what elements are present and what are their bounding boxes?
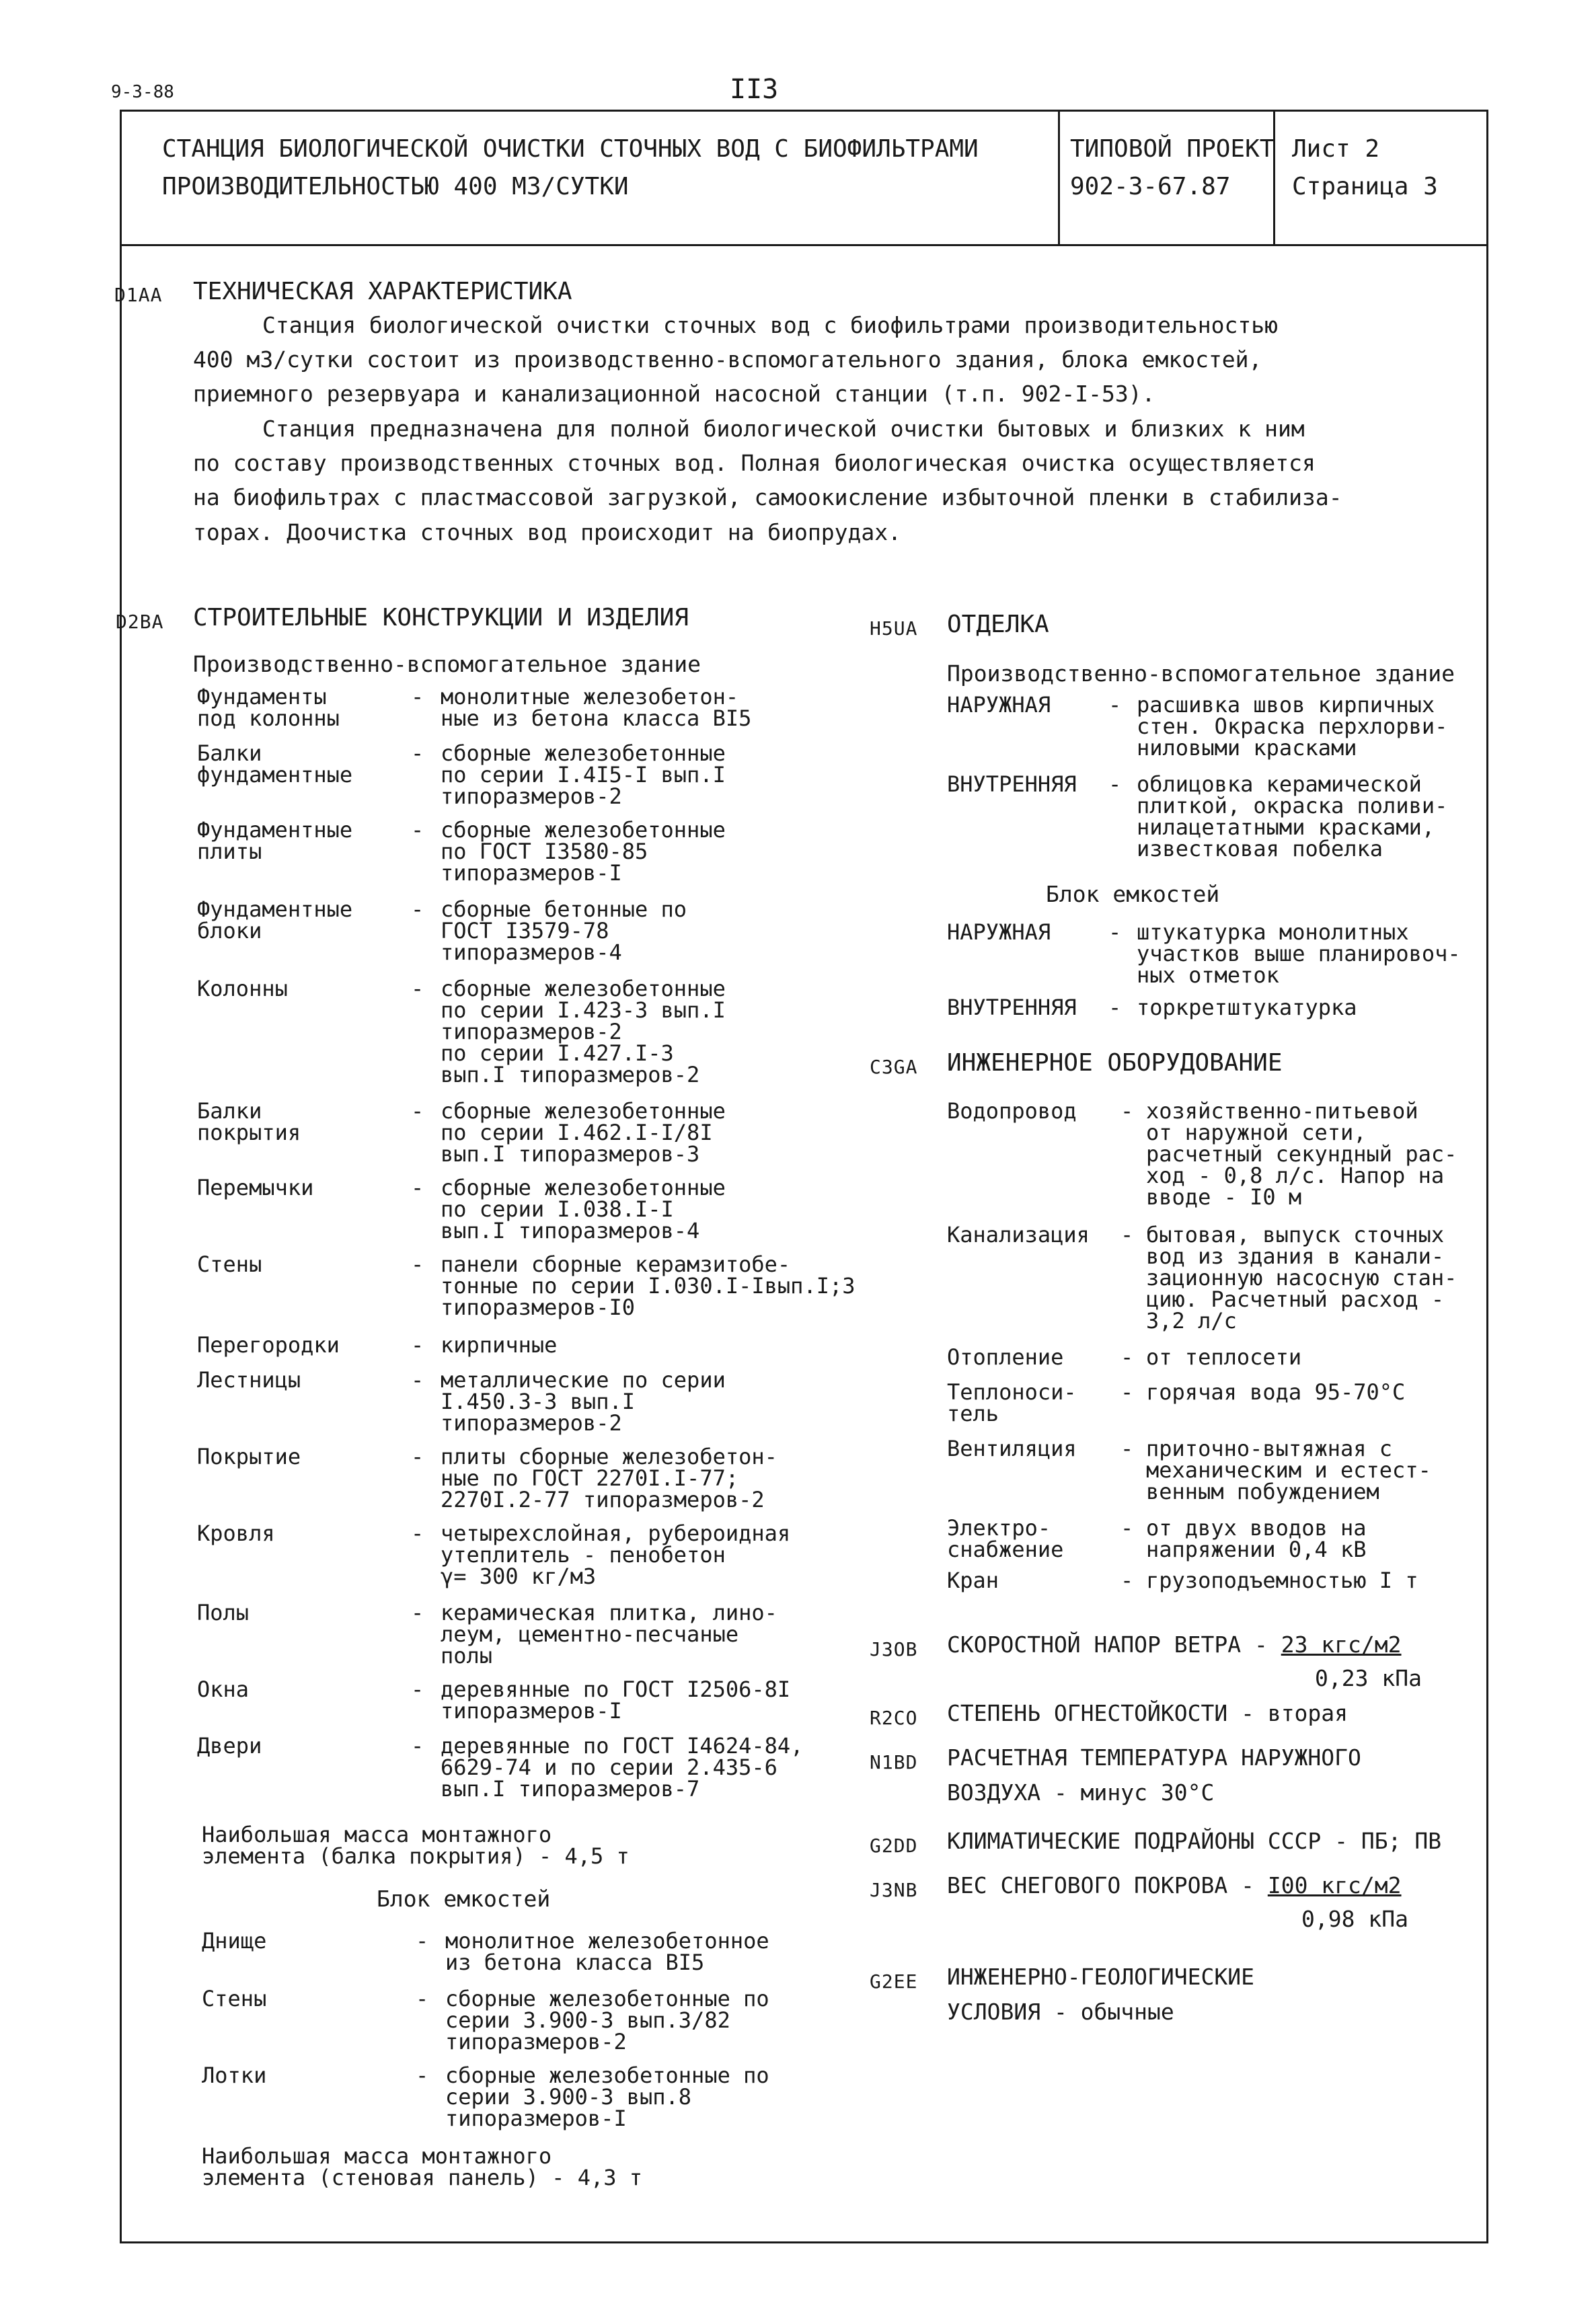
title-block-divider xyxy=(1058,112,1060,244)
equip-item-label: Водопровод xyxy=(947,1098,1077,1124)
section-code-tech: D1AA xyxy=(114,284,163,306)
build-item-value: металлические по серии I.450.3-3 вып.I типоразмеров-2 xyxy=(441,1367,726,1436)
finish-item-label: ВНУТРЕННЯЯ xyxy=(947,771,1077,797)
section-code-geo: G2EE xyxy=(870,1970,918,1993)
equip-item-label: Канализация xyxy=(947,1222,1090,1247)
finish-block-item-dash: - xyxy=(1108,919,1122,945)
max-mass-2: Наибольшая масса монтажного элемента (стеновая панель) - 4,3 т xyxy=(202,2143,643,2190)
equip-item-dash: - xyxy=(1120,1436,1134,1461)
build-item-label: Колонны xyxy=(197,976,288,1001)
finish-item-value: расшивка швов кирпичных стен. Окраска перхлорви- ниловыми красками xyxy=(1137,692,1448,761)
build-item-label: Фундаментные блоки xyxy=(197,896,353,944)
equip-item-value: от теплосети xyxy=(1146,1344,1302,1370)
equip-item-value: горячая вода 95-70°С xyxy=(1146,1379,1406,1405)
build-item-value: сборные бетонные по ГОСТ I3579-78 типоразмеров-4 xyxy=(441,896,687,965)
equip-item-label: Теплоноси- тель xyxy=(947,1379,1077,1426)
build-item-label: Фундаментные плиты xyxy=(197,817,353,864)
block-title-finish: Блок емкостей xyxy=(1046,881,1220,907)
build-item-label: Перегородки xyxy=(197,1332,340,1358)
build-item-label: Лестницы xyxy=(197,1367,301,1393)
page-number: II3 xyxy=(730,74,779,105)
tech-line: приемного резервуара и канализационной насосной станции (т.п. 902-I-53). xyxy=(193,381,1155,407)
finish-item-label: НАРУЖНАЯ xyxy=(947,692,1051,718)
build-item-label: Кровля xyxy=(197,1521,275,1546)
section-code-equip: C3GA xyxy=(870,1056,918,1078)
build-item-value: монолитные железобетон- ные из бетона класса BI5 xyxy=(441,684,752,731)
section-code-fire: R2CO xyxy=(870,1707,918,1729)
build-item-label: Стены xyxy=(197,1252,262,1277)
block-item-label: Днище xyxy=(202,1928,267,1954)
build-item-label: Двери xyxy=(197,1733,262,1759)
section-title-finish: ОТДЕЛКА xyxy=(947,611,1049,638)
geo-line2: УСЛОВИЯ - обычные xyxy=(947,1999,1174,2025)
temp-line1: РАСЧЕТНАЯ ТЕМПЕРАТУРА НАРУЖНОГО xyxy=(947,1744,1361,1771)
tech-line: 400 м3/сутки состоит из производственно-вспомогательного здания, блока емкостей, xyxy=(193,346,1262,373)
build-item-dash: - xyxy=(411,1332,424,1358)
max-mass-1: Наибольшая масса монтажного элемента (балка покрытия) - 4,5 т xyxy=(202,1822,630,1869)
equip-item-label: Отопление xyxy=(947,1344,1064,1370)
equip-item-dash: - xyxy=(1120,1344,1134,1370)
tech-line: на биофильтрах с пластмассовой загрузкой, самоокисление избыточной пленки в стабилиза- xyxy=(193,484,1342,510)
snow-value-kpa: 0,98 кПа xyxy=(1301,1906,1408,1932)
wind-load: СКОРОСТНОЙ НАПОР ВЕТРА - 23 кгс/м2 xyxy=(947,1631,1402,1658)
temp-line2: ВОЗДУХА - минус 30°С xyxy=(947,1779,1215,1806)
block-title-build: Блок емкостей xyxy=(377,1886,551,1912)
section-code-snow: J3NB xyxy=(870,1879,918,1901)
equip-item-value: приточно-вытяжная с механическим и естест- венным побуждением xyxy=(1146,1436,1431,1504)
equip-item-dash: - xyxy=(1120,1515,1134,1541)
equip-item-value: грузоподъемностью I т xyxy=(1146,1568,1418,1593)
build-item-value: сборные железобетонные по серии I.4I5-I вып.I типоразмеров-2 xyxy=(441,740,726,809)
equip-item-label: Электро- снабжение xyxy=(947,1515,1064,1562)
build-item-value: сборные железобетонные по серии I.462.I-I/8I вып.I типоразмеров-3 xyxy=(441,1098,726,1167)
build-item-value: плиты сборные железобетон- ные по ГОСТ 2270I.I-77; 2270I.2-77 типоразмеров-2 xyxy=(441,1444,777,1512)
equip-item-dash: - xyxy=(1120,1222,1134,1247)
finish-item-dash: - xyxy=(1108,771,1122,797)
climate-subregions: КЛИМАТИЧЕСКИЕ ПОДРАЙОНЫ СССР - ПБ; ПВ xyxy=(947,1828,1442,1854)
equip-item-dash: - xyxy=(1120,1098,1134,1124)
section-code-build: D2BA xyxy=(116,611,164,633)
tech-line: Станция биологической очистки сточных вод с биофильтрами производительностью xyxy=(262,312,1278,338)
build-item-dash: - xyxy=(411,1733,424,1759)
build-item-dash: - xyxy=(411,1677,424,1702)
block-item-value: монолитное железобетонное из бетона класса BI5 xyxy=(445,1928,769,1975)
snow-load: ВЕС СНЕГОВОГО ПОКРОВА - I00 кгс/м2 xyxy=(947,1872,1402,1898)
build-item-dash: - xyxy=(411,684,424,709)
build-item-value: кирпичные xyxy=(441,1332,558,1358)
tech-line: по составу производственных сточных вод. Полная биологическая очистка осуществляется xyxy=(193,450,1316,476)
build-item-dash: - xyxy=(411,1252,424,1277)
build-item-dash: - xyxy=(411,1444,424,1469)
geo-line1: ИНЖЕНЕРНО-ГЕОЛОГИЧЕСКИЕ xyxy=(947,1964,1254,1990)
build-item-value: деревянные по ГОСТ I4624-84, 6629-74 и по серии 2.435-6 вып.I типоразмеров-7 xyxy=(441,1733,804,1802)
section-title-build: СТРОИТЕЛЬНЫЕ КОНСТРУКЦИИ И ИЗДЕЛИЯ xyxy=(193,604,689,631)
build-subtitle: Производственно-вспомогательное здание xyxy=(193,651,701,677)
equip-item-label: Вентиляция xyxy=(947,1436,1077,1461)
build-item-value: керамическая плитка, лино- леум, цементно-песчаные полы xyxy=(441,1600,777,1668)
build-item-dash: - xyxy=(411,1521,424,1546)
finish-block-item-value: торкретштукатурка xyxy=(1137,995,1357,1020)
block-item-dash: - xyxy=(416,2063,429,2088)
project-label: ТИПОВОЙ ПРОЕКТ xyxy=(1070,135,1275,163)
build-item-value: сборные железобетонные по серии I.423-3 вып.I типоразмеров-2 по серии I.427.I-3 вып.I типоразмеров-2 xyxy=(441,976,726,1087)
finish-subtitle: Производственно-вспомогательное здание xyxy=(947,660,1455,687)
build-item-dash: - xyxy=(411,1098,424,1124)
equip-item-value: бытовая, выпуск сточных вод из здания в канали- зационную насосную стан- цию. Расчетный расход - 3,2 л/с xyxy=(1146,1222,1457,1334)
section-code-finish: H5UA xyxy=(870,617,918,640)
block-item-dash: - xyxy=(416,1928,429,1954)
build-item-dash: - xyxy=(411,740,424,766)
section-title-equip: ИНЖЕНЕРНОЕ ОБОРУДОВАНИЕ xyxy=(947,1049,1283,1077)
build-item-dash: - xyxy=(411,896,424,922)
finish-block-item-label: ВНУТРЕННЯЯ xyxy=(947,995,1077,1020)
build-item-dash: - xyxy=(411,1600,424,1625)
block-item-value: сборные железобетонные по серии 3.900-3 вып.3/82 типоразмеров-2 xyxy=(445,1986,769,2054)
sheet-label: Лист 2 xyxy=(1292,135,1380,163)
equip-item-value: хозяйственно-питьевой от наружной сети, расчетный секундный рас- ход - 0,8 л/с. Напор на вводе - I0 м xyxy=(1146,1098,1457,1210)
build-item-dash: - xyxy=(411,1175,424,1200)
finish-item-value: облицовка керамической плиткой, окраска поливи- нилацетатными красками, известковая побелка xyxy=(1137,771,1448,861)
section-code-climate: G2DD xyxy=(870,1835,918,1857)
finish-block-item-value: штукатурка монолитных участков выше планировоч- ных отметок xyxy=(1137,919,1461,988)
block-item-label: Стены xyxy=(202,1986,267,2011)
build-item-dash: - xyxy=(411,1367,424,1393)
equip-item-dash: - xyxy=(1120,1568,1134,1593)
block-item-dash: - xyxy=(416,1986,429,2011)
sheet-code: 9-3-88 xyxy=(111,82,174,102)
finish-block-item-dash: - xyxy=(1108,995,1122,1020)
build-item-dash: - xyxy=(411,817,424,843)
page-label: Страница 3 xyxy=(1292,173,1438,200)
build-item-label: Перемычки xyxy=(197,1175,314,1200)
build-item-label: Полы xyxy=(197,1600,250,1625)
finish-block-item-label: НАРУЖНАЯ xyxy=(947,919,1051,945)
build-item-value: панели сборные керамзитобе- тонные по серии I.030.I-Iвып.I;3 типоразмеров-I0 xyxy=(441,1252,856,1320)
tech-line: Станция предназначена для полной биологической очистки бытовых и близких к ним xyxy=(262,416,1305,442)
build-item-value: сборные железобетонные по серии I.038.I-I вып.I типоразмеров-4 xyxy=(441,1175,726,1243)
build-item-label: Окна xyxy=(197,1677,250,1702)
build-item-label: Фундаменты под колонны xyxy=(197,684,340,731)
wind-value-kpa: 0,23 кПа xyxy=(1315,1665,1422,1691)
fire-resistance: СТЕПЕНЬ ОГНЕСТОЙКОСТИ - вторая xyxy=(947,1700,1348,1726)
tech-line: торах. Доочистка сточных вод происходит на биопрудах. xyxy=(193,519,901,545)
wind-value: 23 кгс/м2 xyxy=(1281,1631,1402,1658)
build-item-label: Покрытие xyxy=(197,1444,301,1469)
finish-item-dash: - xyxy=(1108,692,1122,718)
title-block xyxy=(122,112,1486,246)
snow-value: I00 кгс/м2 xyxy=(1267,1872,1402,1898)
build-item-label: Балки покрытия xyxy=(197,1098,301,1145)
equip-item-value: от двух вводов на напряжении 0,4 кВ xyxy=(1146,1515,1367,1562)
section-title-tech: ТЕХНИЧЕСКАЯ ХАРАКТЕРИСТИКА xyxy=(193,278,572,305)
block-item-label: Лотки xyxy=(202,2063,267,2088)
equip-item-label: Кран xyxy=(947,1568,999,1593)
project-title: СТАНЦИЯ БИОЛОГИЧЕСКОЙ ОЧИСТКИ СТОЧНЫХ ВОД С БИОФИЛЬТРАМИ ПРОИЗВОДИТЕЛЬНОСТЬЮ 400 М3/СУТКИ xyxy=(162,135,979,200)
build-item-value: четырехслойная, рубероидная утеплитель - пенобетон γ= 300 кг/м3 xyxy=(441,1521,791,1589)
build-item-value: сборные железобетонные по ГОСТ I3580-85 типоразмеров-I xyxy=(441,817,726,886)
build-item-dash: - xyxy=(411,976,424,1001)
sheet-info xyxy=(1292,130,1438,206)
block-item-value: сборные железобетонные по серии 3.900-3 вып.8 типоразмеров-I xyxy=(445,2063,769,2131)
project-info xyxy=(1070,130,1274,206)
build-item-value: деревянные по ГОСТ I2506-8I типоразмеров-I xyxy=(441,1677,791,1724)
project-number: 902-3-67.87 xyxy=(1070,173,1231,200)
build-item-label: Балки фундаментные xyxy=(197,740,353,787)
equip-item-dash: - xyxy=(1120,1379,1134,1405)
section-code-temp: N1BD xyxy=(870,1751,918,1773)
section-code-wind: J3OB xyxy=(870,1638,918,1660)
